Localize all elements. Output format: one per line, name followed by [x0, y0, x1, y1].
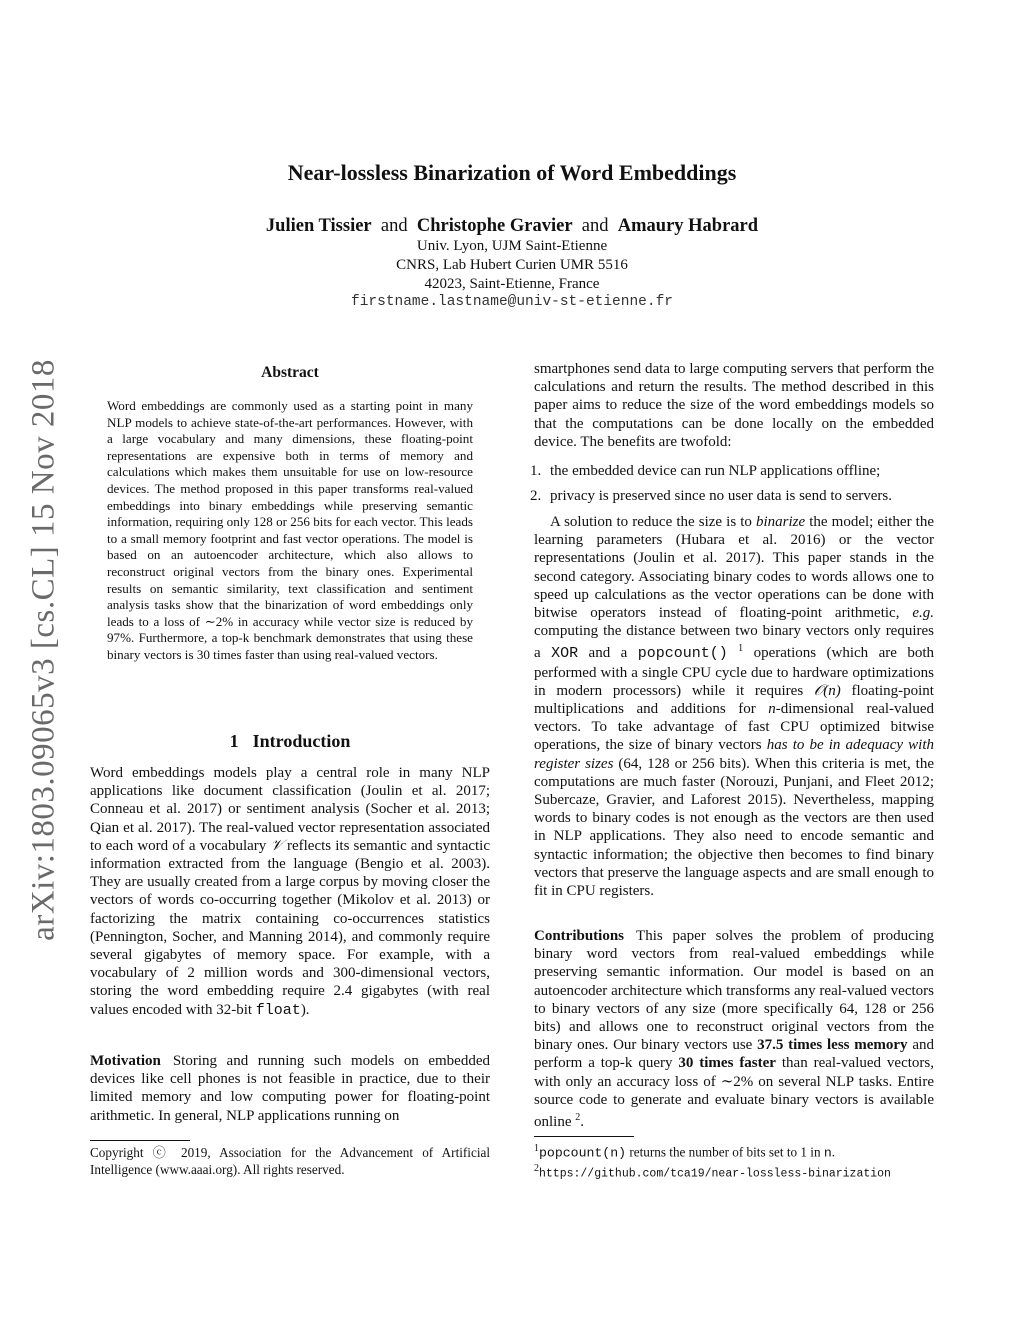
- footnote-marker: 2: [575, 1112, 581, 1124]
- paragraph-runin-heading: Motivation: [90, 1053, 161, 1069]
- abstract-text: Word embeddings are commonly used as a starting point in many NLP models to achieve state-of-the-art performances. However, with a large vocabulary and many dimensions, these floating-point representations are expensive both in terms of memory and calculations which makes them unsuitable for use on low-resource devices. The method proposed in this paper transforms real-valued embeddings into binary embeddings while preserving semantic information, requiring only 128 or 256 bits for each vector. This leads to a small memory footprint and fast vector operations. The model is based on an autoencoder architecture, which also allows to reconstruct original vectors from the binary ones. Experimental results on semantic similarity, text classification and sentiment analysis tasks show that the binarization of word embeddings only leads to a loss of ∼2% in accuracy while vector size is reduced by 97%. Furthermore, a top-k benchmark demonstrates that using these binary vectors is 30 times faster than using real-valued vectors.: [107, 398, 473, 662]
- intro-paragraph: Word embeddings models play a central role in many NLP applications like document classification (Joulin et al. 2017; Conneau et al. 2017) or sentiment analysis (Socher et al. 2013; Qian et al. 2017). The real-valued vector representation associated to each word of a vocabulary 𝒱 reflects its semantic and syntactic information extracted from the language (Bengio et al. 2003). They are usually created from a large corpus by moving closer the vectors of words co-occurring together (Mikolov et al. 2013) or factorizing the matrix containing co-occurrences statistics (Pennington, Socher, and Manning 2014), and commonly require several gigabytes of memory space. For example, with a vocabulary of 2 million words and 300-dimensional vectors, storing the word embedding require 2.4 gigabytes (with real values encoded with 32-bit float).: [90, 765, 491, 1019]
- paragraph-runin-heading: Contributions: [534, 928, 625, 944]
- footnote-rule: [534, 1136, 634, 1137]
- footnote-marker: 1: [738, 643, 744, 655]
- repository-url[interactable]: https://github.com/tca19/near-lossless-binarization: [539, 1167, 891, 1181]
- affiliation-line-2: CNRS, Lab Hubert Curien UMR 5516: [396, 257, 628, 273]
- contributions-paragraph: Contributions This paper solves the problem of producing binary word vectors from real-valued embeddings while preserving semantic information. Our model is based on an autoencoder architecture which transforms any real-valued vectors to binary vectors of any size (more specifically 64, 128 or 256 bits) and allows one to reconstruct original vectors from the binary ones. Our binary vectors use 37.5 times less memory and perform a top-k query 30 times faster than real-valued vectors, with only an accuracy loss of ∼2% on several NLP tasks. Entire source code to generate and evaluate binary vectors is available online $^2$.: [534, 928, 934, 1131]
- arxiv-sidebar-stamp: [18, 350, 70, 950]
- inline-code: popcount(): [637, 645, 728, 663]
- author-separator: and: [380, 216, 408, 236]
- arxiv-identifier: arXiv:1803.09065v3 [cs.CL] 15 Nov 2018: [25, 359, 62, 941]
- intro-paragraph-continued: smartphones send data to large computing servers that perform the calculations and return the results. The method described in this paper aims to reduce the size of the word embeddings models so that the computations can be done locally on the embedded device. The benefits are twofold:: [534, 361, 934, 450]
- section-number: 1: [229, 731, 239, 751]
- author-name: Amaury Habrard: [617, 216, 759, 236]
- author-name: Julien Tissier: [265, 216, 372, 236]
- binarization-paragraph: A solution to reduce the size is to binarize the model; either the learning parameters (Hubara et al. 2016) or the vector representations (Joulin et al. 2017). This paper stands in the second category. Associating binary codes to words allows one to speed up calculations as the vector operations can be done with bitwise operators instead of floating-point arithmetic, e.g. computing the distance between two binary vectors only requires a XOR and a popcount() $^1$ operations (which are both performed with a single CPU cycle due to hardware optimizations in modern processors) while it requires 𝒪(n) floating-point multiplications and additions for n-dimensional real-valued vectors. To take advantage of fast CPU optimized bitwise operations, the size of binary vectors has to be in adequacy with register sizes (64, 128 or 256 bits). When this criteria is met, the computations are much faster (Norouzi, Punjani, and Fleet 2012; Subercaze, Gravier, and Laforest 2015). Nevertheless, mapping words to binary codes is not enough as the vectors are then used in NLP applications. They also need to encode semantic and syntactic information; the objective then becomes to find binary vectors that preserve the language aspects and are small enough to fit in CPU registers.: [534, 514, 934, 900]
- affiliation-line-3: 42023, Saint-Etienne, France: [424, 276, 600, 292]
- abstract-heading: Abstract: [261, 364, 319, 381]
- math-expression: 𝒪(n): [813, 682, 841, 699]
- vocab-symbol: 𝒱: [270, 837, 283, 854]
- author-line: [0, 216, 1024, 237]
- list-item: 2. privacy is preserved since no user data is send to servers.: [530, 488, 892, 504]
- author-name: Christophe Gravier: [416, 216, 573, 236]
- affiliation-line-1: Univ. Lyon, UJM Saint-Etienne: [416, 238, 608, 254]
- section-heading: [90, 731, 490, 752]
- author-separator: and: [581, 216, 609, 236]
- inline-code: XOR: [551, 645, 579, 663]
- footnote-2: $^2$https://github.com/tca19/near-lossless-binarization: [534, 1163, 891, 1181]
- author-email: firstname.lastname@univ-st-etienne.fr: [351, 294, 673, 310]
- paper-title: Near-lossless Binarization of Word Embeddings: [287, 160, 737, 185]
- section-title: Introduction: [252, 731, 351, 751]
- copyright-notice: Copyright ⓒ 2019, Association for the Advancement of Artificial Intelligence (www.aaai.org). All rights reserved.: [90, 1145, 490, 1177]
- list-item: 1. the embedded device can run NLP applications offline;: [530, 463, 881, 479]
- footnote-1: $^1$popcount(n) returns the number of bits set to 1 in n.: [534, 1143, 836, 1161]
- motivation-paragraph: Motivation Storing and running such models on embedded devices like cell phones is not feasible in practice, due to their limited memory and low computing power for floating-point arithmetic. In general, NLP applications running on: [90, 1053, 490, 1124]
- footnote-rule: [90, 1140, 190, 1141]
- inline-code: float: [255, 1001, 301, 1019]
